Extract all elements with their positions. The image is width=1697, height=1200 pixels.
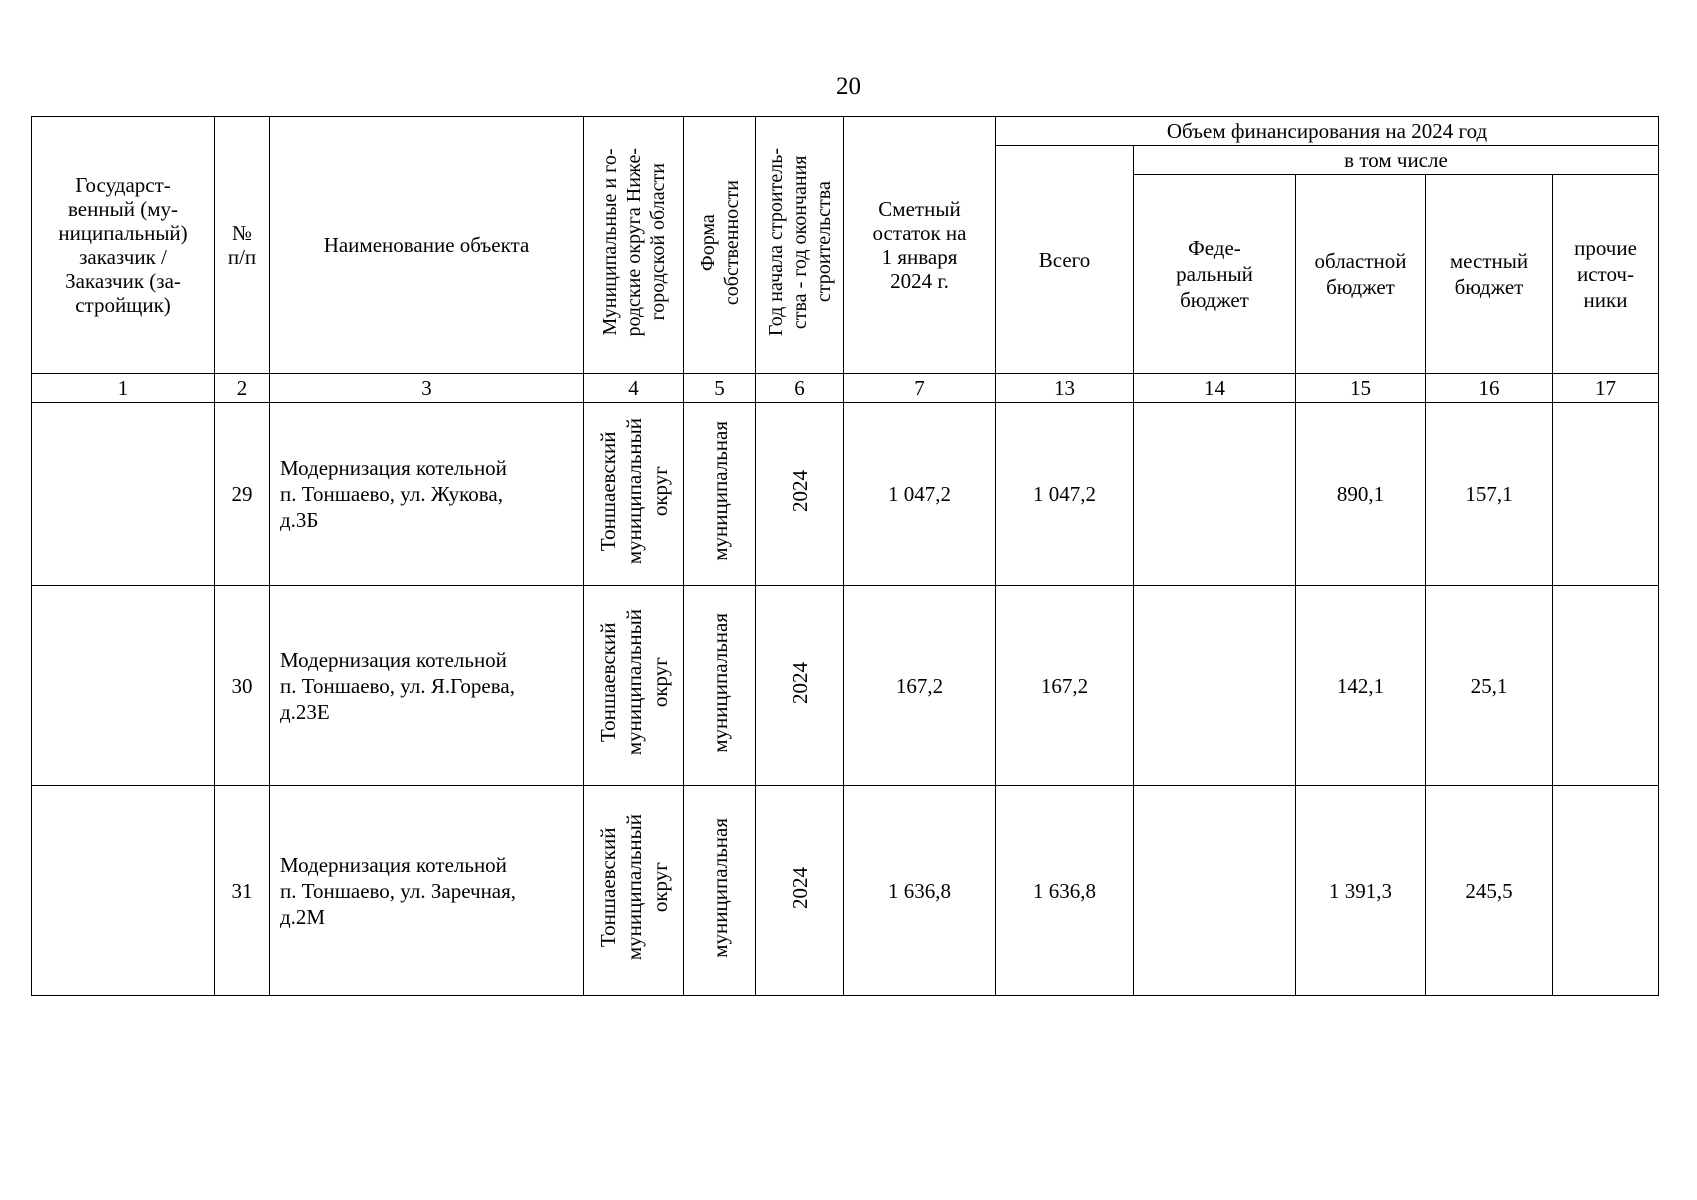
cell-other	[1553, 403, 1659, 586]
cell-municipality: Тоншаевский муниципальный округ	[584, 586, 684, 786]
column-number: 1	[32, 374, 215, 403]
column-number: 16	[1426, 374, 1553, 403]
header-local: местный бюджет	[1426, 175, 1553, 374]
cell-year: 2024	[756, 586, 844, 786]
header-years: Год начала строитель- ства - год окончания строительства	[756, 117, 844, 374]
header-regional: областной бюджет	[1296, 175, 1426, 374]
cell-estimate: 167,2	[844, 586, 996, 786]
cell-federal	[1134, 586, 1296, 786]
header-customer: Государст- венный (му- ниципальный) заказчик / Заказчик (за- стройщик)	[32, 117, 215, 374]
column-number: 13	[996, 374, 1134, 403]
table-row	[32, 586, 1659, 786]
cell-local: 25,1	[1426, 586, 1553, 786]
column-number: 4	[584, 374, 684, 403]
cell-object-name: Модернизация котельной п. Тоншаево, ул. Заречная, д.2М	[270, 786, 584, 996]
cell-customer	[32, 403, 215, 586]
cell-number: 31	[215, 786, 270, 996]
header-municipality: Муниципальные и го- родские округа Ниже- городской области	[584, 117, 684, 374]
column-number: 15	[1296, 374, 1426, 403]
cell-estimate: 1 047,2	[844, 403, 996, 586]
header-other: прочие источ- ники	[1553, 175, 1659, 374]
page-number: 20	[836, 73, 861, 100]
cell-regional: 142,1	[1296, 586, 1426, 786]
cell-ownership: муниципальная	[684, 586, 756, 786]
cell-regional: 1 391,3	[1296, 786, 1426, 996]
financing-table	[31, 116, 1659, 996]
header-ownership: Форма собственности	[684, 117, 756, 374]
cell-object-name: Модернизация котельной п. Тоншаево, ул. Я.Горева, д.23Е	[270, 586, 584, 786]
cell-total: 1 047,2	[996, 403, 1134, 586]
column-numbers-row	[32, 374, 1659, 403]
cell-number: 29	[215, 403, 270, 586]
cell-year: 2024	[756, 786, 844, 996]
cell-customer	[32, 786, 215, 996]
column-number: 2	[215, 374, 270, 403]
cell-federal	[1134, 786, 1296, 996]
header-federal: Феде- ральный бюджет	[1134, 175, 1296, 374]
table-row	[32, 403, 1659, 586]
cell-municipality: Тоншаевский муниципальный округ	[584, 786, 684, 996]
cell-ownership: муниципальная	[684, 786, 756, 996]
table-row	[32, 786, 1659, 996]
column-number: 6	[756, 374, 844, 403]
cell-regional: 890,1	[1296, 403, 1426, 586]
cell-local: 157,1	[1426, 403, 1553, 586]
cell-other	[1553, 786, 1659, 996]
cell-customer	[32, 586, 215, 786]
cell-year: 2024	[756, 403, 844, 586]
cell-number: 30	[215, 586, 270, 786]
header-total: Всего	[996, 146, 1134, 374]
header-funding-title: Объем финансирования на 2024 год	[996, 117, 1659, 146]
column-number: 5	[684, 374, 756, 403]
cell-local: 245,5	[1426, 786, 1553, 996]
header-number: № п/п	[215, 117, 270, 374]
cell-federal	[1134, 403, 1296, 586]
column-number: 14	[1134, 374, 1296, 403]
cell-total: 167,2	[996, 586, 1134, 786]
header-estimate: Сметный остаток на 1 января 2024 г.	[844, 117, 996, 374]
cell-total: 1 636,8	[996, 786, 1134, 996]
cell-municipality: Тоншаевский муниципальный округ	[584, 403, 684, 586]
column-number: 3	[270, 374, 584, 403]
column-number: 17	[1553, 374, 1659, 403]
column-number: 7	[844, 374, 996, 403]
cell-object-name: Модернизация котельной п. Тоншаево, ул. Жукова, д.3Б	[270, 403, 584, 586]
header-object-name: Наименование объекта	[270, 117, 584, 374]
cell-other	[1553, 586, 1659, 786]
header-including: в том числе	[1134, 146, 1659, 175]
cell-ownership: муниципальная	[684, 403, 756, 586]
cell-estimate: 1 636,8	[844, 786, 996, 996]
